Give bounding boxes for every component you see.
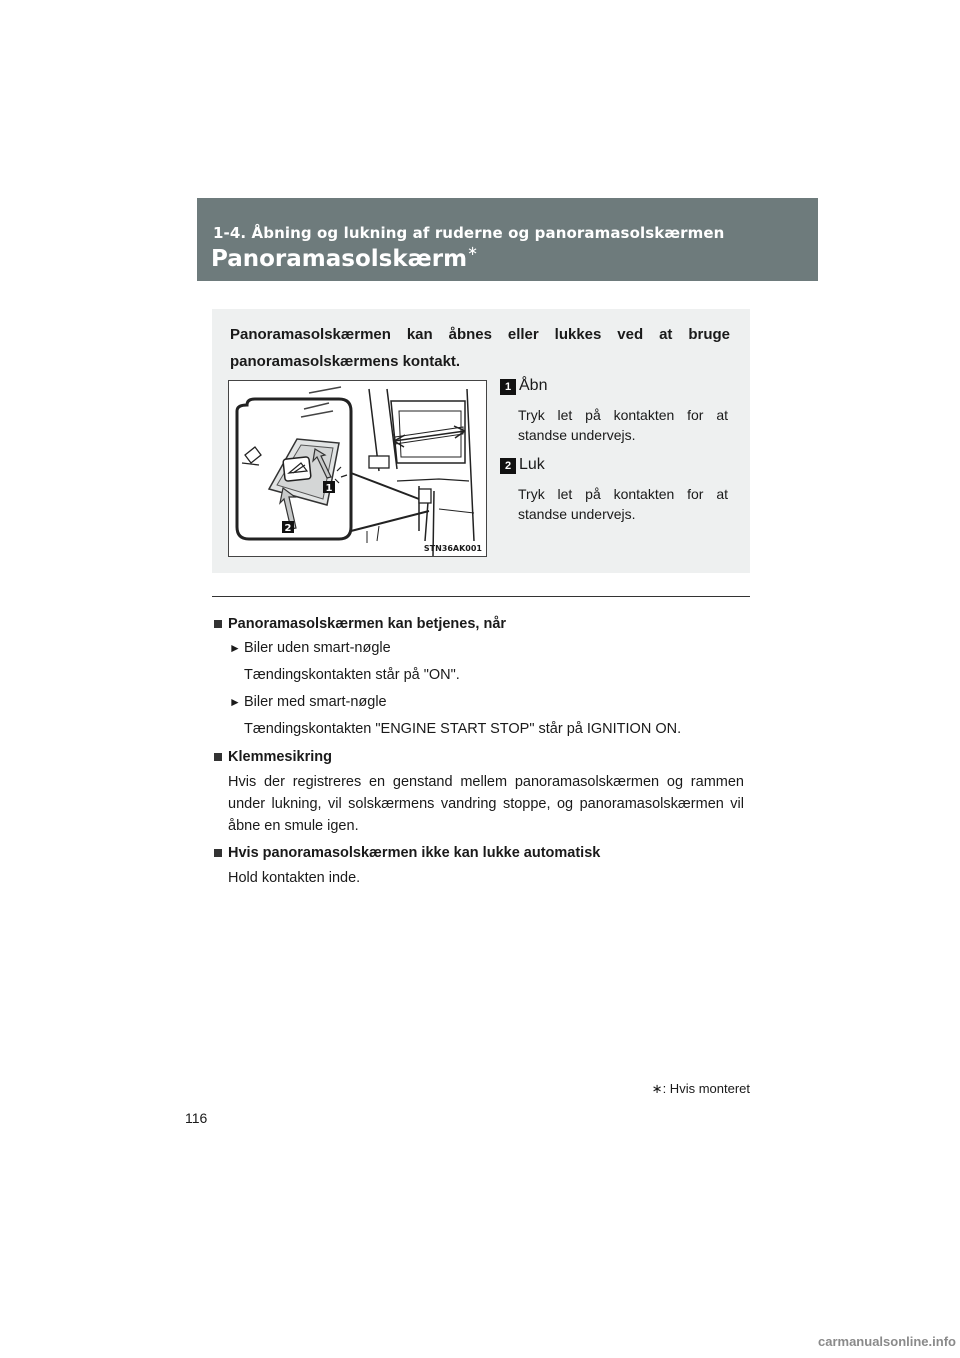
step-badge-1: 1: [500, 379, 516, 395]
step-label-close: Luk: [519, 456, 545, 473]
step-badge-2: 2: [500, 458, 516, 474]
sunshade-switch-illustration: [228, 380, 487, 557]
note-case-text: Tændingskontakten "ENGINE START STOP" står på IGNITION ON.: [244, 721, 682, 737]
case-label: Biler med smart-nøgle: [244, 694, 387, 710]
footnote: [652, 1081, 750, 1097]
page-title: [211, 246, 478, 272]
step-label-open: Åbn: [519, 377, 548, 394]
title-footnote-marker: ∗: [467, 244, 478, 259]
triangle-bullet-icon: ►: [229, 695, 241, 709]
section-label: 1-4. Åbning og lukning af ruderne og panoramasolskærmen: [213, 224, 725, 242]
intro-text: Panoramasolskærmen kan åbnes eller lukkes ved at bruge panoramasolskærmens kontakt.: [230, 326, 730, 370]
note-heading-operate: Panoramasolskærmen kan betjenes, når: [214, 612, 744, 636]
note-manual-text: Hold kontakten inde.: [228, 870, 361, 886]
watermark: carmanualsonline.info: [818, 1334, 956, 1349]
step-text-close: Tryk let på kontakten for at standse undervejs.: [518, 486, 728, 522]
note-case-smart-key: [214, 690, 744, 714]
note-case-text: Tændingskontakten står på "ON".: [244, 667, 460, 683]
note-case-no-smart-key: [214, 636, 744, 660]
note-heading-manual: Hvis panoramasolskærmen ikke kan lukke automatisk: [214, 841, 744, 865]
figure-callout-2: 2: [284, 523, 292, 534]
figure-code: STN36AK001: [423, 544, 482, 553]
note-pinch-text: Hvis der registreres en genstand mellem panoramasolskærmen og rammen under lukning, vil solskærmens vandring stoppe, og panoramasolskærmen vil åbne en smule igen.: [228, 774, 744, 834]
info-box: [212, 309, 750, 573]
page-number: 116: [185, 1110, 208, 1126]
illustration-drawing: [229, 381, 486, 556]
note-heading-pinch: Klemmesikring: [214, 745, 744, 769]
footnote-text: : Hvis monteret: [662, 1081, 750, 1096]
footnote-marker: ∗: [651, 1081, 663, 1096]
chapter-header: [197, 198, 818, 281]
step-text-open: Tryk let på kontakten for at standse undervejs.: [518, 407, 728, 443]
triangle-bullet-icon: ►: [229, 641, 241, 655]
page-title-text: Panoramasolskærm: [211, 246, 468, 272]
figure-callout-1: 1: [325, 483, 333, 494]
section-divider: [212, 596, 750, 597]
case-label: Biler uden smart-nøgle: [244, 640, 391, 656]
notes: [214, 610, 744, 889]
